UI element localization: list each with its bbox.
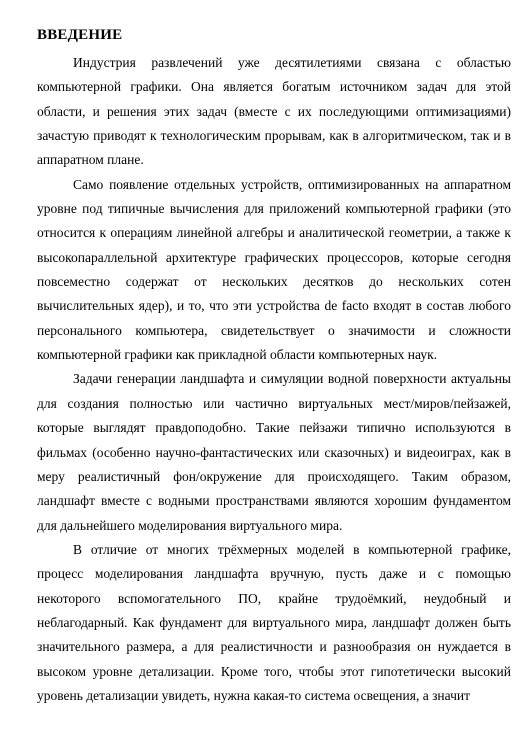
paragraph-entertainment-industry: Индустрия развлечений уже десятилетиями связана с областью компьютерной графики. Она является богатым источником задач для этой области, и решения этих задач (вместе с их последующими оптимизациями) зачастую приводят к технологическим прорывам, как в алгоритмическом, так и в аппаратном плане. <box>37 55 511 168</box>
paragraph-graphics-hardware: Само появление отдельных устройств, оптимизированных на аппаратном уровне под типичные вычисления для приложений компьютерной графики (это относится к операциям линейной алгебры и аналитической геометрии, а также к высокопараллельной архитектуре графических процессоров, которые сегодня повсеместно содержат от нескольких десятков до нескольких сотен вычислительных ядер), и то, что эти устройства de facto входят в состав любого персонального компьютера, свидетельствует о значимости и сложности компьютерной графики как прикладной области компьютерных наук. <box>37 176 511 363</box>
paragraph-manual-terrain-modeling: В отличие от многих трёхмерных моделей в компьютерной графике, процесс моделирования ландшафта вручную, пусть даже и с помощью некоторого вспомогательного ПО, крайне трудоёмкий, неудобный и неблагодарный. Как фундамент для виртуального мира, ландшафт должен быть значительного размера, а для реалистичности и разнообразия он нуждается в высоком уровне детализации. Кроме того, чтобы этот гипотетически высокий уровень детализации увидеть, нужна какая-то система освещения, а значит <box>37 541 511 703</box>
paragraph-terrain-water-tasks: Задачи генерации ландшафта и симуляции водной поверхности актуальны для создания полностью или частично виртуальных мест/миров/пейзажей, которые выглядят правдоподобно. Такие пейзажи типично используются в фильмах (особенно научно-фантастических или сказочных) и видеоиграх, как в меру реалистичный фон/окружение для происходящего. Таким образом, ландшафт вместе с водными пространствами являются хорошим фундаментом для дальнейшего моделирования виртуального мира. <box>37 371 511 533</box>
section-heading: ВВЕДЕНИЕ <box>37 27 123 43</box>
